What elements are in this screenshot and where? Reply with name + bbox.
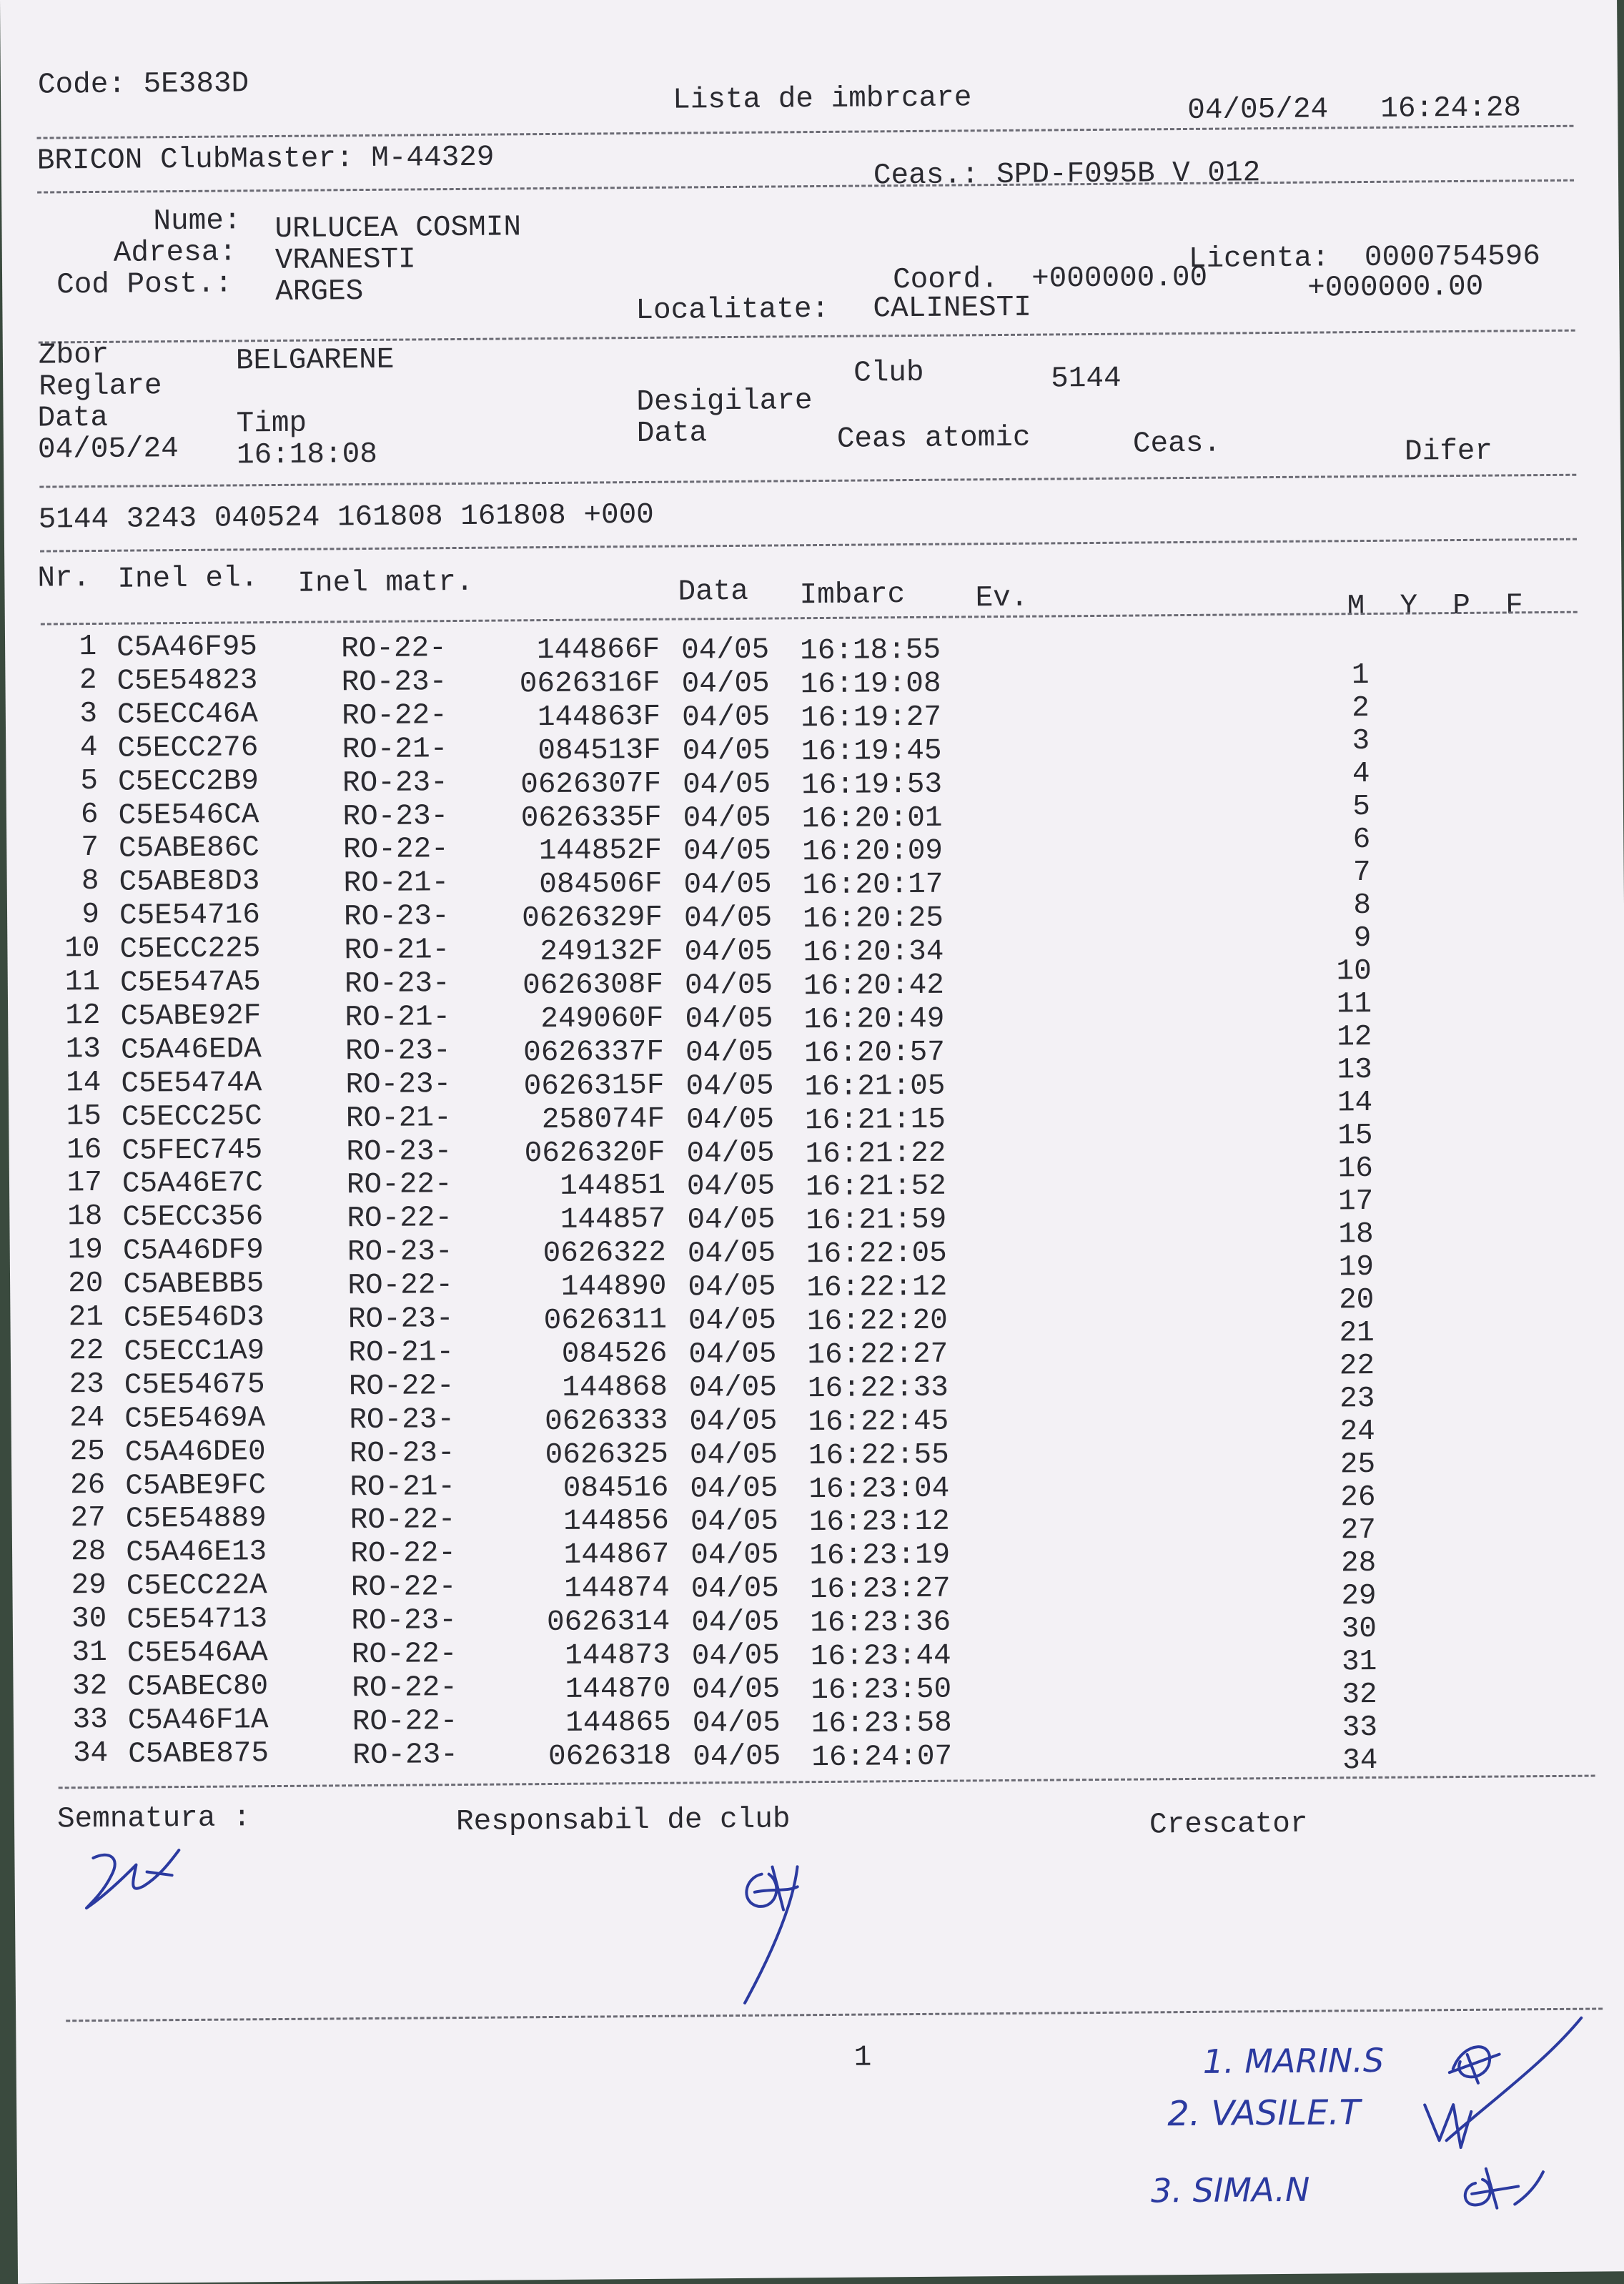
- row-number: 33: [72, 1703, 108, 1737]
- ring-country-year: RO-22-: [352, 1704, 458, 1739]
- ring-country-year: RO-21-: [345, 1101, 452, 1135]
- row-time: 16:23:12: [808, 1506, 950, 1540]
- row-date: 04/05: [684, 935, 773, 969]
- row-number: 17: [66, 1167, 103, 1200]
- reglare-label: Reglare: [39, 370, 162, 404]
- row-m-index: 6: [1352, 823, 1371, 857]
- row-date: 04/05: [691, 1606, 780, 1640]
- ring-number: 0626314: [546, 1605, 670, 1640]
- ring-number: 144852F: [538, 834, 663, 869]
- ring-number: 084516: [563, 1471, 669, 1506]
- ring-electronic: C5ABE875: [128, 1736, 269, 1771]
- row-number: 31: [71, 1636, 107, 1670]
- ring-electronic: C5E54716: [119, 899, 261, 933]
- row-date: 04/05: [690, 1472, 778, 1506]
- ring-number: 0626307F: [520, 767, 662, 801]
- row-m-index: 10: [1336, 954, 1372, 989]
- row-time: 16:21:59: [806, 1203, 947, 1238]
- ring-electronic: C5A46E7C: [122, 1167, 263, 1202]
- row-m-index: 27: [1340, 1513, 1377, 1548]
- ring-number: 249060F: [540, 1002, 664, 1036]
- ring-country-year: RO-22-: [350, 1503, 456, 1538]
- row-time: 16:21:05: [804, 1069, 946, 1104]
- ring-number: 0626325: [545, 1438, 669, 1472]
- row-number: 30: [71, 1602, 107, 1636]
- flight-date: 04/05/24: [37, 432, 179, 467]
- row-time: 16:20:01: [801, 801, 943, 836]
- ring-country-year: RO-23-: [349, 1403, 455, 1437]
- row-m-index: 20: [1338, 1283, 1375, 1317]
- divider: [39, 474, 1576, 488]
- row-m-index: 12: [1337, 1020, 1372, 1054]
- locality-label: Localitate:: [635, 292, 830, 328]
- row-m-index: 33: [1342, 1711, 1378, 1745]
- row-number: 4: [79, 731, 98, 764]
- row-date: 04/05: [682, 734, 771, 768]
- row-date: 04/05: [683, 801, 771, 836]
- row-m-index: 3: [1352, 724, 1370, 758]
- ring-electronic: C5ABE8D3: [119, 865, 260, 900]
- row-time: 16:20:17: [802, 868, 944, 903]
- witness-signature-2: [1417, 2090, 1482, 2162]
- row-date: 04/05: [686, 1170, 776, 1204]
- row-time: 16:21:22: [805, 1137, 946, 1171]
- divider: [40, 538, 1577, 553]
- row-m-index: 19: [1338, 1250, 1375, 1285]
- ring-country-year: RO-21-: [345, 1000, 451, 1035]
- ring-electronic: C5E546D3: [123, 1301, 264, 1335]
- row-m-index: 30: [1341, 1612, 1377, 1646]
- name-label: Nume:: [153, 204, 242, 239]
- coord-lat: +000000.00: [1031, 261, 1208, 296]
- row-number: 20: [67, 1267, 104, 1301]
- ring-number: 0626335F: [520, 801, 662, 835]
- ring-country-year: RO-23-: [342, 799, 449, 834]
- row-m-index: 1: [1351, 658, 1370, 693]
- zbor-label: Zbor: [38, 338, 109, 372]
- ring-electronic: C5ECC1A9: [124, 1335, 265, 1369]
- ceas-atomic-label: Ceas atomic: [836, 421, 1031, 456]
- witness-signature-3: [1454, 2154, 1555, 2219]
- ring-electronic: C5ECC25C: [121, 1099, 262, 1134]
- row-date: 04/05: [688, 1304, 777, 1338]
- row-time: 16:19:45: [801, 734, 942, 768]
- row-date: 04/05: [690, 1572, 780, 1606]
- row-m-index: 28: [1340, 1546, 1377, 1581]
- club-responsible-label: Responsabil de club: [455, 1803, 791, 1839]
- row-number: 19: [67, 1234, 104, 1267]
- row-date: 04/05: [681, 701, 771, 735]
- row-date: 04/05: [692, 1706, 781, 1741]
- row-date: 04/05: [689, 1438, 778, 1473]
- divider: [66, 2007, 1603, 2022]
- row-number: 3: [79, 697, 98, 731]
- signature-label: Semnatura :: [56, 1801, 251, 1836]
- row-time: 16:22:45: [808, 1405, 949, 1439]
- witness-3: 3. SIMA.N: [1150, 2170, 1310, 2210]
- row-m-index: 4: [1352, 757, 1370, 791]
- ring-country-year: RO-21-: [348, 1335, 455, 1370]
- row-number: 22: [68, 1334, 104, 1368]
- ring-number: 084526: [561, 1337, 668, 1371]
- row-time: 16:22:55: [808, 1438, 949, 1473]
- ring-electronic: C5A46EDA: [120, 1032, 262, 1067]
- row-m-index: 29: [1341, 1579, 1377, 1613]
- ring-number: 0626322: [543, 1236, 667, 1271]
- ring-electronic: C5ECC276: [117, 731, 259, 766]
- witness-1: 1. MARIN.S: [1202, 2040, 1385, 2081]
- row-number: 10: [64, 932, 100, 966]
- ring-country-year: RO-23-: [343, 900, 450, 934]
- ring-country-year: RO-23-: [347, 1302, 454, 1337]
- row-date: 04/05: [688, 1338, 777, 1372]
- ring-number: 144863F: [537, 700, 661, 734]
- row-time: 16:23:58: [811, 1706, 952, 1741]
- row-number: 8: [81, 865, 99, 899]
- ring-number: 0626308F: [523, 968, 664, 1003]
- row-m-index: 15: [1337, 1119, 1373, 1153]
- ring-number: 144856: [563, 1505, 670, 1539]
- row-time: 16:24:07: [811, 1740, 953, 1774]
- ring-electronic: C5E5469A: [124, 1401, 266, 1436]
- ring-number: 144865: [565, 1706, 671, 1740]
- row-time: 16:19:08: [800, 667, 941, 702]
- row-m-index: 25: [1340, 1448, 1376, 1482]
- row-number: 6: [80, 798, 99, 831]
- ring-country-year: RO-23-: [352, 1738, 459, 1772]
- divider: [39, 330, 1575, 344]
- ring-electronic: C5ECC22A: [126, 1569, 267, 1603]
- ring-country-year: RO-21-: [344, 934, 450, 968]
- row-time: 16:20:34: [803, 935, 944, 970]
- ring-electronic: C5E54713: [127, 1603, 268, 1637]
- flight-time: 16:18:08: [236, 437, 378, 473]
- ring-number: 144868: [562, 1370, 668, 1405]
- row-number: 16: [66, 1133, 102, 1167]
- ring-number: 258074F: [541, 1102, 665, 1137]
- row-number: 29: [71, 1569, 107, 1603]
- ring-number: 0626315F: [523, 1069, 665, 1103]
- row-number: 12: [65, 999, 101, 1033]
- ring-number: 144890: [560, 1270, 667, 1304]
- row-time: 16:23:19: [809, 1538, 951, 1573]
- row-m-index: 11: [1336, 987, 1372, 1022]
- row-time: 16:23:50: [811, 1673, 952, 1708]
- row-m-index: 14: [1337, 1086, 1373, 1120]
- timp-label: Timp: [236, 407, 307, 441]
- ring-electronic: C5A46F95: [116, 631, 258, 665]
- row-number: 14: [66, 1066, 102, 1100]
- ring-country-year: RO-23-: [342, 766, 448, 800]
- ring-country-year: RO-23-: [346, 1134, 452, 1169]
- row-date: 04/05: [693, 1740, 781, 1774]
- ring-electronic: C5ABE9FC: [125, 1468, 267, 1503]
- row-date: 04/05: [681, 667, 770, 701]
- row-time: 16:22:20: [806, 1304, 948, 1339]
- row-number: 1: [79, 630, 97, 664]
- ring-electronic: C5ECC2B9: [117, 764, 259, 799]
- ring-electronic: C5E546AA: [127, 1636, 268, 1671]
- row-time: 16:20:25: [802, 901, 944, 936]
- row-time: 16:20:09: [801, 835, 944, 869]
- ring-electronic: C5E5474A: [121, 1066, 262, 1101]
- ring-electronic: C5ECC356: [122, 1200, 264, 1235]
- row-date: 04/05: [685, 1069, 774, 1104]
- locality-value: CALINESTI: [873, 291, 1032, 326]
- row-m-index: 7: [1352, 856, 1371, 890]
- ring-number: 0626329F: [522, 901, 663, 936]
- row-number: 5: [80, 764, 99, 798]
- ring-number: 0626311: [543, 1303, 668, 1338]
- row-number: 2: [79, 663, 97, 698]
- row-date: 04/05: [687, 1203, 776, 1237]
- row-m-index: 8: [1353, 889, 1372, 923]
- row-date: 04/05: [681, 633, 770, 668]
- ring-electronic: C5A46DF9: [122, 1234, 264, 1268]
- row-date: 04/05: [682, 768, 771, 802]
- ring-country-year: RO-22-: [348, 1369, 455, 1404]
- ring-country-year: RO-22-: [341, 698, 447, 733]
- row-date: 04/05: [683, 901, 773, 936]
- row-date: 04/05: [690, 1505, 779, 1539]
- row-date: 04/05: [683, 868, 772, 902]
- ring-country-year: RO-23-: [351, 1604, 457, 1638]
- row-number: 7: [81, 831, 99, 865]
- row-number: 27: [70, 1502, 106, 1536]
- header-date: 04/05/24: [1187, 93, 1329, 127]
- clubmaster-id: BRICON ClubMaster: M-44329: [36, 141, 495, 178]
- row-number: 9: [81, 899, 100, 932]
- row-date: 04/05: [689, 1405, 778, 1439]
- row-m-index: 13: [1337, 1053, 1372, 1087]
- ring-country-year: RO-21-: [343, 866, 450, 901]
- header-mypf: M Y P F: [1347, 589, 1523, 624]
- ring-country-year: RO-22-: [350, 1537, 457, 1571]
- row-date: 04/05: [684, 969, 773, 1003]
- header-imbarc: Imbarc: [799, 578, 906, 613]
- row-date: 04/05: [687, 1237, 776, 1271]
- row-date: 04/05: [686, 1137, 775, 1171]
- row-m-index: 22: [1339, 1349, 1375, 1383]
- row-time: 16:21:52: [805, 1170, 947, 1205]
- ring-electronic: C5ABEC80: [127, 1670, 269, 1704]
- document-title: Lista de imbrcare: [672, 81, 972, 117]
- ring-electronic: C5E547A5: [119, 966, 262, 1000]
- flight-code-line: 5144 3243 040524 161808 161808 +000: [38, 498, 655, 537]
- row-time: 16:22:27: [807, 1338, 949, 1373]
- owner-name: URLUCEA COSMIN: [274, 211, 522, 246]
- ring-country-year: RO-22-: [342, 833, 449, 867]
- row-m-index: 31: [1341, 1645, 1377, 1679]
- divider: [59, 1775, 1595, 1789]
- row-m-index: 17: [1337, 1185, 1374, 1219]
- page-number: 1: [853, 2041, 872, 2075]
- difer-label: Difer: [1404, 435, 1493, 469]
- row-date: 04/05: [691, 1639, 781, 1674]
- row-m-index: 26: [1340, 1480, 1376, 1515]
- ring-electronic: C5ECC225: [119, 932, 261, 967]
- row-number: 32: [71, 1669, 108, 1704]
- header-nr: Nr.: [37, 562, 91, 595]
- ring-number: 144866F: [536, 633, 660, 668]
- row-time: 16:19:27: [800, 701, 942, 736]
- row-m-index: 18: [1338, 1217, 1374, 1252]
- ring-number: 144874: [564, 1571, 670, 1606]
- row-date: 04/05: [685, 1103, 775, 1137]
- ring-number: 144870: [565, 1672, 671, 1706]
- row-time: 16:22:12: [806, 1270, 948, 1305]
- row-m-index: 5: [1352, 790, 1371, 824]
- row-m-index: 34: [1342, 1744, 1378, 1778]
- zbor-value: BELGARENE: [235, 343, 395, 378]
- ring-country-year: RO-22-: [346, 1168, 452, 1202]
- ring-number: 144867: [563, 1538, 670, 1573]
- ring-country-year: RO-23-: [341, 666, 447, 700]
- row-number: 23: [69, 1368, 105, 1402]
- row-date: 04/05: [690, 1538, 779, 1573]
- ring-number: 144857: [560, 1203, 666, 1237]
- row-time: 16:18:55: [800, 633, 941, 668]
- ring-electronic: C5E54823: [117, 664, 258, 698]
- ring-number: 084513F: [538, 733, 661, 768]
- header-inel-matr: Inel matr.: [297, 565, 474, 600]
- owner-address: VRANESTI: [274, 243, 416, 277]
- row-number: 28: [70, 1536, 107, 1569]
- postcode-label: Cod Post.:: [56, 267, 233, 302]
- row-time: 16:20:42: [803, 969, 945, 1004]
- row-date: 04/05: [688, 1270, 776, 1305]
- breeder-label: Crescator: [1149, 1807, 1308, 1842]
- witness-2: 2. VASILE.T: [1167, 2092, 1361, 2135]
- document-code: Code: 5E383D: [37, 67, 249, 102]
- club-value: 5144: [1051, 362, 1122, 396]
- ring-country-year: RO-23-: [349, 1436, 455, 1470]
- row-number: 25: [69, 1435, 106, 1468]
- row-number: 11: [64, 965, 101, 999]
- ring-electronic: C5A46F1A: [127, 1703, 269, 1738]
- ring-country-year: RO-22-: [347, 1269, 454, 1303]
- data2-label: Data: [636, 417, 708, 451]
- row-time: 16:20:57: [803, 1036, 946, 1071]
- row-date: 04/05: [688, 1371, 778, 1405]
- header-time: 16:24:28: [1380, 92, 1522, 126]
- row-time: 16:22:33: [807, 1371, 949, 1405]
- ring-country-year: RO-23-: [344, 967, 450, 1002]
- ring-electronic: C5ECC46A: [117, 697, 259, 732]
- row-m-index: 9: [1353, 921, 1372, 956]
- row-date: 04/05: [692, 1673, 781, 1707]
- row-number: 26: [69, 1468, 106, 1502]
- row-time: 16:22:05: [806, 1237, 947, 1272]
- ring-electronic: C5E54675: [124, 1368, 265, 1403]
- row-number: 18: [67, 1200, 103, 1234]
- ring-number: 144873: [565, 1638, 670, 1673]
- desigilare-label: Desigilare: [636, 385, 813, 420]
- row-time: 16:20:49: [803, 1002, 945, 1037]
- header-ev: Ev.: [975, 581, 1029, 616]
- row-date: 04/05: [685, 1002, 773, 1037]
- row-number: 15: [66, 1099, 102, 1133]
- row-number: 34: [72, 1736, 109, 1770]
- ring-country-year: RO-23-: [345, 1067, 452, 1102]
- ring-country-year: RO-22-: [340, 632, 447, 666]
- row-time: 16:21:15: [804, 1103, 946, 1137]
- address-label: Adresa:: [113, 236, 237, 270]
- row-number: 13: [65, 1032, 102, 1067]
- ring-electronic: C5A46E13: [126, 1536, 267, 1570]
- ring-number: 0626320F: [524, 1136, 665, 1170]
- ring-electronic: C5E546CA: [118, 798, 259, 833]
- row-m-index: 32: [1342, 1678, 1377, 1712]
- row-date: 04/05: [683, 834, 772, 869]
- row-m-index: 23: [1340, 1382, 1375, 1416]
- ring-number: 0626316F: [519, 666, 660, 701]
- row-time: 16:23:27: [809, 1572, 951, 1607]
- ring-country-year: RO-22-: [350, 1571, 457, 1605]
- row-time: 16:23:44: [810, 1639, 951, 1674]
- clock-id: Ceas.: SPD-F095B V 012: [873, 157, 1261, 193]
- ring-country-year: RO-22-: [347, 1202, 453, 1236]
- ring-number: 0626318: [548, 1739, 672, 1774]
- ring-number: 0626337F: [523, 1035, 665, 1070]
- row-time: 16:23:04: [808, 1472, 950, 1506]
- ring-electronic: C5FEC745: [122, 1133, 263, 1168]
- ring-number: 084506F: [539, 868, 663, 902]
- row-date: 04/05: [685, 1036, 774, 1070]
- row-time: 16:23:36: [810, 1606, 951, 1641]
- license-label: Licenta:: [1188, 242, 1330, 276]
- header-data: Data: [678, 575, 749, 609]
- ring-electronic: C5ABE86C: [118, 831, 260, 866]
- divider: [37, 179, 1574, 194]
- ring-number: 0626333: [544, 1404, 668, 1438]
- row-m-index: 16: [1337, 1152, 1374, 1186]
- coord-label: Coord.: [892, 263, 999, 297]
- ceas-label: Ceas.: [1132, 427, 1222, 461]
- ring-country-year: RO-22-: [351, 1638, 457, 1672]
- ring-country-year: RO-22-: [352, 1671, 458, 1706]
- row-m-index: 21: [1339, 1316, 1375, 1350]
- row-m-index: 2: [1352, 691, 1370, 726]
- club-responsible-signature: [729, 1852, 831, 2017]
- ring-country-year: RO-21-: [342, 732, 448, 766]
- ring-electronic: C5E54889: [125, 1502, 267, 1537]
- ring-number: 249132F: [540, 934, 663, 969]
- ring-electronic: C5ABE92F: [120, 999, 262, 1034]
- ring-electronic: C5A46DE0: [124, 1435, 266, 1470]
- ring-country-year: RO-21-: [350, 1470, 456, 1504]
- coord-lon: +000000.00: [1307, 270, 1484, 305]
- row-time: 16:19:53: [801, 768, 943, 802]
- ring-number: 144851: [560, 1170, 666, 1204]
- row-m-index: 24: [1340, 1415, 1375, 1449]
- owner-postcode: ARGES: [275, 275, 364, 309]
- signature-scribble: [79, 1843, 194, 1922]
- ring-country-year: RO-23-: [345, 1034, 451, 1069]
- divider: [37, 125, 1574, 139]
- header-inel-el: Inel el.: [117, 562, 259, 596]
- row-number: 24: [69, 1401, 105, 1435]
- ring-electronic: C5ABEBB5: [123, 1267, 264, 1302]
- license-number: 0000754596: [1364, 240, 1541, 275]
- club-label: Club: [853, 356, 924, 390]
- ring-country-year: RO-23-: [347, 1235, 453, 1270]
- data-label: Data: [37, 401, 109, 435]
- row-number: 21: [68, 1300, 104, 1335]
